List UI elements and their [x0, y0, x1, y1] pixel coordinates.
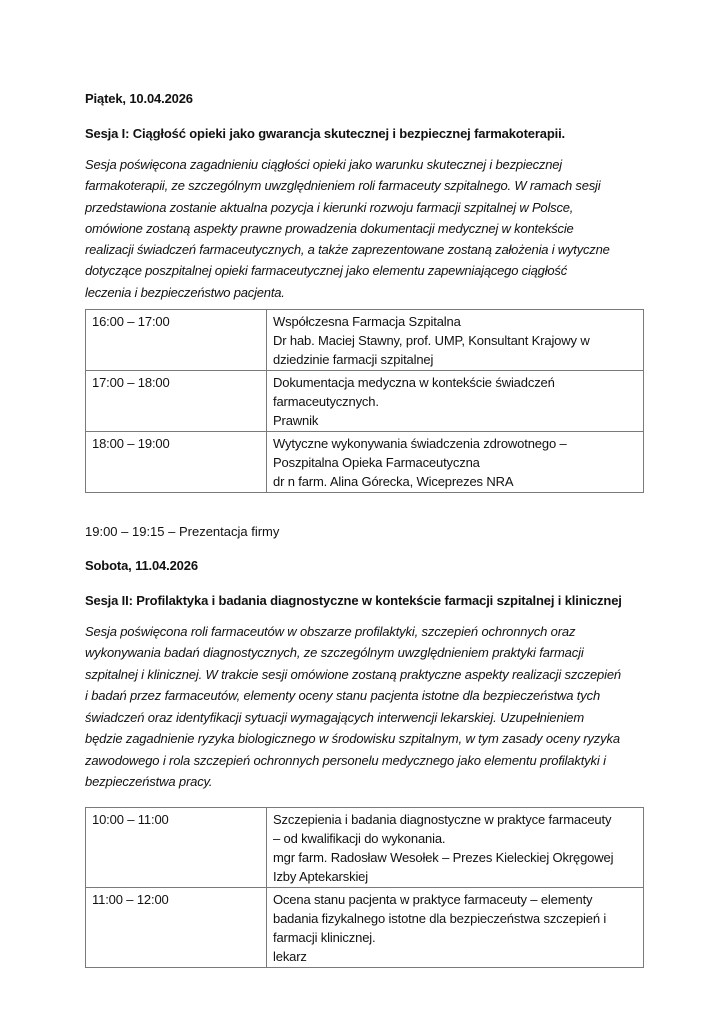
session1-description-line: omówione zostaną aspekty prawne prowadzenia dokumentacji medycznej w kontekście	[85, 220, 574, 236]
time-cell: 18:00 – 19:00	[86, 432, 267, 493]
topic-line: – od kwalifikacji do wykonania.	[273, 831, 446, 847]
time-cell: 16:00 – 17:00	[86, 310, 267, 371]
topic-cell	[267, 888, 644, 968]
topic-line: mgr farm. Radosław Wesołek – Prezes Kieleckiej Okręgowej	[273, 850, 614, 866]
topic-line: Dokumentacja medyczna w kontekście świadczeń	[273, 375, 555, 391]
table-row	[86, 310, 644, 371]
topic-cell	[267, 432, 644, 493]
table-row	[86, 432, 644, 493]
session1-description-line: leczenia i bezpieczeństwo pacjenta.	[85, 284, 285, 300]
topic-line: farmacji klinicznej.	[273, 930, 376, 946]
topic-line: Wytyczne wykonywania świadczenia zdrowotnego –	[273, 436, 567, 452]
topic-line: Poszpitalna Opieka Farmaceutyczna	[273, 455, 480, 471]
session2-title: Sesja II: Profilaktyka i badania diagnostyczne w kontekście farmacji szpitalnej i klinicznej	[85, 593, 622, 609]
table-row	[86, 371, 644, 432]
topic-line: dziedzinie farmacji szpitalnej	[273, 352, 434, 368]
time-cell: 11:00 – 12:00	[86, 888, 267, 968]
session2-schedule-table	[85, 807, 644, 968]
time-cell: 10:00 – 11:00	[86, 808, 267, 888]
day2-date-heading: Sobota, 11.04.2026	[85, 558, 198, 574]
topic-line: lekarz	[273, 949, 307, 965]
session1-description-line: Sesja poświęcona zagadnieniu ciągłości opieki jako warunku skutecznej i bezpiecznej	[85, 157, 562, 172]
session2-description-line: szpitalnej i klinicznej. W trakcie sesji omówione zostaną praktyczne aspekty realizacji szczepień	[85, 666, 622, 682]
time-cell: 17:00 – 18:00	[86, 371, 267, 432]
session2-description-line: zawodowego i rola szczepień ochronnych personelu medycznego jako elementu profilaktyki i	[85, 752, 606, 768]
topic-line: dr n farm. Alina Górecka, Wiceprezes NRA	[273, 474, 514, 490]
session2-description-line: i badań przez farmaceutów, elementy oceny stanu pacjenta istotne dla bezpieczeństwa tych	[85, 688, 601, 704]
session2-description-line: Sesja poświęcona roli farmaceutów w obszarze profilaktyki, szczepień ochronnych oraz	[85, 624, 576, 640]
topic-cell	[267, 371, 644, 432]
session2-description	[85, 621, 643, 792]
topic-cell	[267, 310, 644, 371]
day1-date-heading: Piątek, 10.04.2026	[85, 91, 193, 106]
session2-description-line: bezpieczeństwa pracy.	[85, 773, 213, 789]
session1-description-line: dotyczące poszpitalnej opieki farmaceutycznej jako elementu zapewniającego ciągłość	[85, 263, 568, 279]
session2-description-line: świadczeń oraz identyfikacji sytuacji wymagających interwencji lekarskiej. Uzupełnieniem	[85, 709, 585, 725]
company-presentation-line: 19:00 – 19:15 – Prezentacja firmy	[85, 524, 280, 540]
table-row	[86, 808, 644, 888]
session1-description-line: przedstawiona zostanie aktualna pozycja i kierunki rozwoju farmacji szpitalnej w Polsce,	[85, 199, 574, 215]
session1-title: Sesja I: Ciągłość opieki jako gwarancja skutecznej i bezpiecznej farmakoterapii.	[85, 126, 566, 141]
session1-schedule-table	[85, 309, 644, 493]
session1-description-line: farmakoterapii, ze szczególnym uwzględnieniem roli farmaceuty szpitalnego. W ramach sesji	[85, 178, 601, 194]
session2-description-line: wykonywania badań diagnostycznych, ze szczególnym uwzględnieniem praktyki farmacji	[85, 645, 584, 661]
topic-cell	[267, 808, 644, 888]
topic-line: Dr hab. Maciej Stawny, prof. UMP, Konsultant Krajowy w	[273, 333, 590, 349]
session1-description	[85, 154, 643, 303]
topic-line: Izby Aptekarskiej	[273, 869, 368, 885]
spacer	[85, 493, 643, 521]
topic-line: Ocena stanu pacjenta w praktyce farmaceuty – elementy	[273, 892, 593, 908]
session2-description-line: będzie zagadnienie ryzyka biologicznego w środowisku szpitalnym, w tym zasady oceny ryzyka	[85, 731, 620, 747]
topic-line: Prawnik	[273, 413, 319, 429]
topic-line: Współczesna Farmacja Szpitalna	[273, 314, 461, 330]
topic-line: farmaceutycznych.	[273, 394, 379, 410]
document-page	[85, 88, 643, 968]
table-row	[86, 888, 644, 968]
session1-description-line: realizacji świadczeń farmaceutycznych, a także zaprezentowane zostaną założenia i wytyczne	[85, 242, 610, 258]
topic-line: Szczepienia i badania diagnostyczne w praktyce farmaceuty	[273, 812, 612, 828]
spacer	[85, 798, 643, 807]
topic-line: badania fizykalnego istotne dla bezpieczeństwa szczepień i	[273, 911, 607, 927]
